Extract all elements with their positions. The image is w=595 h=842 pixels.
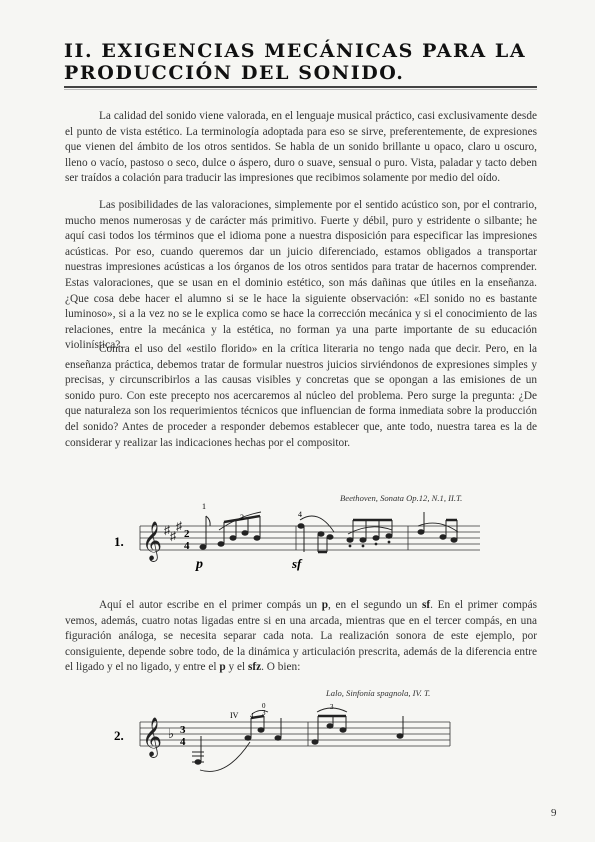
treble-clef-icon: 𝄞: [142, 523, 163, 560]
fingering: 1: [202, 502, 206, 511]
sharp-icon: ♯: [164, 523, 170, 537]
flat-icon: ♭: [168, 726, 175, 741]
fingering: 4: [250, 712, 254, 720]
music-example-2: [112, 696, 452, 786]
dynamic-piano: p: [196, 557, 203, 572]
time-bottom: 4: [184, 540, 190, 552]
paragraph-1: La calidad del sonido viene valorada, en el lenguaje musical práctico, casi exclusivamente desde el punto de vista estético. La terminología adoptada para eso se sirve, preferentemente, de expresiones que vienen del ámbito de los otros sentidos. Se habla de un sonido brillante u opaco, claro u oscuro, lleno o vacío, pastoso o seco, dulce o áspero, duro o suave, sensual o puro. Vista, paladar y tacto deben ser traídos a colación para traducir las impresiones que recibimos solamente por medio del oído.: [65, 110, 537, 185]
paragraph-2: Las posibilidades de las valoraciones, simplemente por el sentido acústico son, por el contrario, mucho menos numerosas y de carácter más primitivo. Fuerte y débil, puro y estridente o silbante; he aquí casi todos los términos que el idioma pone a nuestra disposición para especificar las impresiones acústicas. Por eso, cuando queremos dar un juicio diferenciado, estamos obligados a transportar nuestras impresiones acústicas a los órganos de los otros sentidos para tratar de hacernos comprender. Estas valoraciones, que se usan en el dominio estético, son más dañinas que útiles en la enseñanza. ¿Que cosa debe hacer el alumno si se le hace la siguiente observación: «El sonido no es bastante luminoso», si a la vez no se le explica como se hace la corrección mecánica y si el conocimiento de las relaciones, entre la mecánica y la estética, no forman ya una parte importante de su educación violinística?.: [65, 199, 537, 352]
paragraph-3: Contra el uso del «estilo florido» en la crítica literaria no tengo nada que decir. Pero, en la enseñanza práctica, debemos tratar de formular nuestros juicios sirviéndonos de expresiones simples y precisas, y circunscribirlos a las causas visibles y concretas que se opongan a las emisiones de un sonido puro. Con este precepto nos acercaremos al núcleo del problema. Pero surge la pregunta: ¿De que naturaleza son los requerimientos técnicos que influencian de forma inmediata sobre la producción del sonido? Antes de proceder a responder debemos establecer que, ante todo, nuestra tarea es la de considerar y realizar las indicaciones hechas por el compositor.: [65, 343, 537, 449]
treble-clef-icon: 𝄞: [142, 719, 163, 756]
heading-line-1: II. EXIGENCIAS MECÁNICAS PARA LA: [64, 40, 527, 62]
heading-rule: [64, 86, 537, 88]
fingering: 4: [298, 510, 302, 519]
fingering: 3: [262, 709, 266, 717]
example-2-number: 2.: [114, 728, 124, 743]
example-1-number: 1.: [114, 534, 124, 549]
dynamic-sforzando: sf: [292, 556, 302, 571]
music-example-1: [112, 500, 482, 590]
page-number: 9: [551, 807, 557, 819]
paragraph-4: Aquí el autor escribe en el primer compás un p, en el segundo un sf. En el primer compás vemos, además, cuatro notas ligadas entre si en una arcada, mientras que en el tercer compás, en una figuración análoga, se necesita separar cada nota. La realización sonora de este ejemplo, por consiguiente, depende sobre todo, de la dinámica y articulación prescrita, además de la diferencia entre el ligado y el no ligado, y entre el p y el sfz. O bien:: [65, 599, 537, 674]
time-top: 2: [184, 528, 190, 540]
chapter-heading: [64, 40, 534, 84]
time-bottom: 4: [180, 736, 186, 748]
fingering: 3: [330, 703, 334, 711]
example-1-caption: Beethoven, Sonata Op.12, N.1, II.T.: [340, 493, 463, 503]
fingering: 2: [240, 513, 244, 522]
position-marking: IV: [230, 711, 239, 720]
time-top: 3: [180, 724, 186, 736]
sharp-icon: ♯: [176, 519, 182, 533]
heading-line-2: PRODUCCIÓN DEL SONIDO.: [64, 62, 405, 84]
heading-rule-thin: [64, 89, 537, 90]
fingering: 0: [262, 702, 266, 710]
sharp-icon: ♯: [170, 529, 176, 543]
example-2-caption: Lalo, Sinfonía spagnola, IV. T.: [326, 688, 431, 698]
